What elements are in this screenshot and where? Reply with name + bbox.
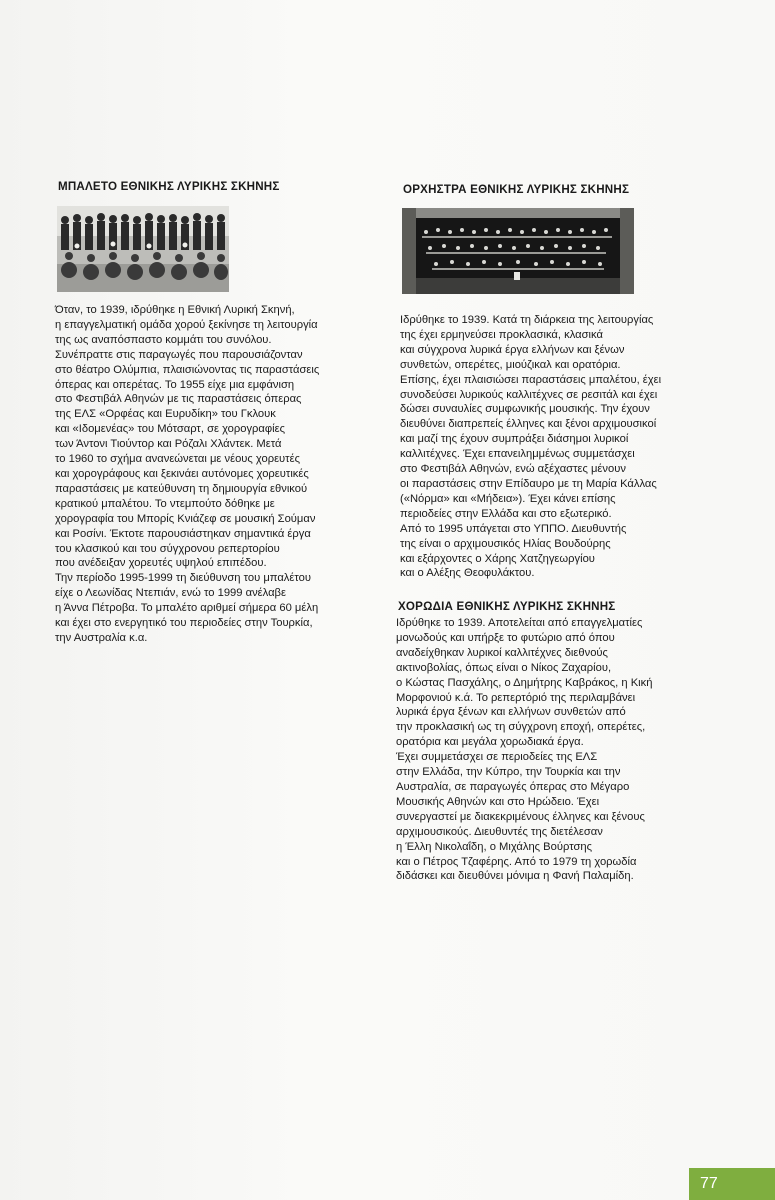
page-number: 77 xyxy=(689,1168,775,1200)
ballet-text-line: και χορογράφους και ξεκινάει αυτόνομες χορευτικές xyxy=(55,467,309,480)
choir-text-line: λυρικά έργα ξένων και ελλήνων συνθετών από xyxy=(396,706,626,719)
ballet-text-line: όπερας και οπερέτας. Το 1955 είχε μια εμφάνιση xyxy=(55,378,295,391)
ballet-text-line: παραστάσεις με κατεύθυνση τη δημιουργία εθνικού xyxy=(55,482,308,495)
orchestra-text-line: και ο Αλέξης Θεοφυλάκτου. xyxy=(400,567,535,580)
ballet-text-line: η Άννα Πέτροβα. Το μπαλέτο αριθμεί σήμερα 60 μέλη xyxy=(55,602,319,615)
choir-text-line: μονωδούς και υπήρξε το φυτώριο από όπου xyxy=(396,631,615,644)
choir-text-line: Μορφονιού κ.ά. Το ρεπερτόριό της περιλαμβάνει xyxy=(396,691,636,704)
choir-text-line: ακτινοβολίας, όπως είναι ο Νίκος Ζαχαρίου, xyxy=(396,661,612,674)
choir-heading: ΧΟΡΩΔΙΑ ΕΘΝΙΚΗΣ ΛΥΡΙΚΗΣ ΣΚΗΝΗΣ xyxy=(398,600,616,613)
orchestra-text-line: διευθύνει διαπρεπείς έλληνες και ξένοι αρχιμουσικοί xyxy=(400,418,657,431)
ballet-text-line: και «Ιδομενέας» του Μότσαρτ, σε χορογραφίες xyxy=(55,423,285,436)
ballet-text-line: στο θέατρο Ολύμπια, πλαισιώνοντας τις παραστάσεις xyxy=(55,363,320,376)
choir-text-line: αρχιμουσικούς. Διευθυντές της διετέλεσαν xyxy=(396,825,603,838)
choir-text-line: ο Κώστας Πασχάλης, ο Δημήτρης Καβράκος, η Κική xyxy=(396,676,653,689)
orchestra-text-line: συνθετών, οπερέτες, μιούζικαλ και ορατόρια. xyxy=(400,358,621,371)
ballet-text-line: και Ροσίνι. Έκτοτε παρουσιάστηκαν σημαντικά έργα xyxy=(55,527,311,540)
ballet-group-photo xyxy=(57,206,229,292)
choir-text-line: την προκλασική ως τη σύγχρονη εποχή, οπερέτες, xyxy=(396,721,646,734)
ballet-text-line: κρατικού μπαλέτου. Το ντεμπούτο δόθηκε με xyxy=(55,497,275,510)
orchestra-text-line: δώσει συναυλίες συμφωνικής μουσικής. Την έχουν xyxy=(400,403,650,416)
choir-text-line: ορατόρια και μεγάλα χορωδιακά έργα. xyxy=(396,736,584,749)
orchestra-text-line: Ιδρύθηκε το 1939. Κατά τη διάρκεια της λειτουργίας xyxy=(400,314,654,326)
ballet-text-line: της ΕΛΣ «Ορφέας και Ευρυδίκη» του Γκλουκ xyxy=(55,408,276,421)
orchestra-photo xyxy=(402,208,634,294)
orchestra-text-line: Από το 1995 υπάγεται στο ΥΠΠΟ. Διευθυντής xyxy=(400,522,627,535)
ballet-text-line: το 1960 το σχήμα ανανεώνεται με νέους χορευτές xyxy=(55,453,300,466)
choir-text-line: συνεργαστεί με διακεκριμένους έλληνες και ξένους xyxy=(396,810,645,823)
orchestra-body-text xyxy=(400,313,661,581)
ballet-heading: ΜΠΑΛΕΤΟ ΕΘΝΙΚΗΣ ΛΥΡΙΚΗΣ ΣΚΗΝΗΣ xyxy=(58,180,280,193)
ballet-text-line: χορογραφία του Μπορίς Κνιάζεφ σε μουσική Σούμαν xyxy=(55,512,316,525)
orchestra-text-line: στο Φεστιβάλ Αθηνών, ενώ αξέχαστες μένουν xyxy=(400,463,626,476)
orchestra-text-line: οι παραστάσεις στην Επίδαυρο με τη Μαρία Κάλλας xyxy=(400,477,657,490)
ballet-body-text xyxy=(55,303,319,646)
ballet-text-line: την Αυστραλία κ.α. xyxy=(55,631,148,644)
orchestra-text-line: συνοδεύσει λυρικούς καλλιτέχνες σε ρεσιτάλ και έχει xyxy=(400,388,658,401)
orchestra-text-line: της έχει ερμηνεύσει προκλασικά, κλασικά xyxy=(400,328,603,341)
ballet-text-line: και έχει στο ενεργητικό του περιοδείες στην Τουρκία, xyxy=(55,617,313,630)
ballet-text-line: Την περίοδο 1995-1999 τη διεύθυνση του μπαλέτου xyxy=(55,572,311,585)
ballet-text-line: που ανέδειξαν χορευτές υψηλού επιπέδου. xyxy=(55,557,267,570)
choir-text-line: Αυστραλία, σε παραγωγές όπερας στο Μέγαρο xyxy=(396,780,630,793)
ballet-text-line: των Άντονι Τιούντορ και Ρόζαλι Χλάντεκ. Μετά xyxy=(55,438,282,451)
ballet-text-line: είχε ο Λεωνίδας Ντεπιάν, ενώ το 1999 ανέλαβε xyxy=(55,587,286,600)
orchestra-text-line: («Νόρμα» και «Μήδεια»). Έχει κάνει επίσης xyxy=(400,492,616,505)
ballet-text-line: της ως αναπόσπαστο κομμάτι του συνόλου. xyxy=(55,333,272,346)
orchestra-heading: ΟΡΧΗΣΤΡΑ ΕΘΝΙΚΗΣ ΛΥΡΙΚΗΣ ΣΚΗΝΗΣ xyxy=(403,183,630,196)
ballet-text-line: του κλασικού και του σύγχρονου ρεπερτορίου xyxy=(55,542,280,555)
choir-text-line: Ιδρύθηκε το 1939. Αποτελείται από επαγγελματίες xyxy=(396,617,643,629)
orchestra-text-line: και μαζί της έχουν συμπράξει διάσημοι λυρικοί xyxy=(400,433,629,446)
orchestra-text-line: περιοδείες στην Ελλάδα και στο εξωτερικό. xyxy=(400,507,612,520)
choir-body-text xyxy=(396,616,652,884)
orchestra-text-line: και σύγχρονα λυρικά έργα ελλήνων και ξένων xyxy=(400,343,625,356)
orchestra-text-line: της είναι ο αρχιμουσικός Ηλίας Βουδούρης xyxy=(400,537,611,550)
choir-text-line: Μουσικής Αθηνών και στο Ηρώδειο. Έχει xyxy=(396,795,600,808)
choir-text-line: αναδείχθηκαν λυρικοί καλλιτέχνες διεθνούς xyxy=(396,646,608,659)
choir-text-line: Έχει συμμετάσχει σε περιοδείες της ΕΛΣ xyxy=(396,751,598,764)
ballet-text-line: στο Φεστιβάλ Αθηνών με τις παραστάσεις όπερας xyxy=(55,393,302,406)
ballet-text-line: Συνέπραττε στις παραγωγές που παρουσιάζονταν xyxy=(55,348,303,361)
ballet-text-line: η επαγγελματική ομάδα χορού ξεκίνησε τη λειτουργία xyxy=(55,318,318,331)
choir-text-line: στην Ελλάδα, την Κύπρο, την Τουρκία και την xyxy=(396,766,621,779)
orchestra-text-line: καλλιτέχνες. Έχει επανειλημμένως συμμετάσχει xyxy=(400,448,635,461)
choir-text-line: διδάσκει και διευθύνει μόνιμα η Φανή Παλαμίδη. xyxy=(396,870,634,883)
orchestra-text-line: Επίσης, έχει πλαισιώσει παραστάσεις μπαλέτου, έχει xyxy=(400,373,662,386)
choir-text-line: η Έλλη Νικολαΐδη, ο Μιχάλης Βούρτσης xyxy=(396,840,592,853)
orchestra-text-line: και εξάρχοντες ο Χάρης Χατζηγεωργίου xyxy=(400,552,595,565)
ballet-text-line: Όταν, το 1939, ιδρύθηκε η Εθνική Λυρική Σκηνή, xyxy=(55,304,295,316)
choir-text-line: και ο Πέτρος Τζαφέρης. Από το 1979 τη χορωδία xyxy=(396,855,637,868)
